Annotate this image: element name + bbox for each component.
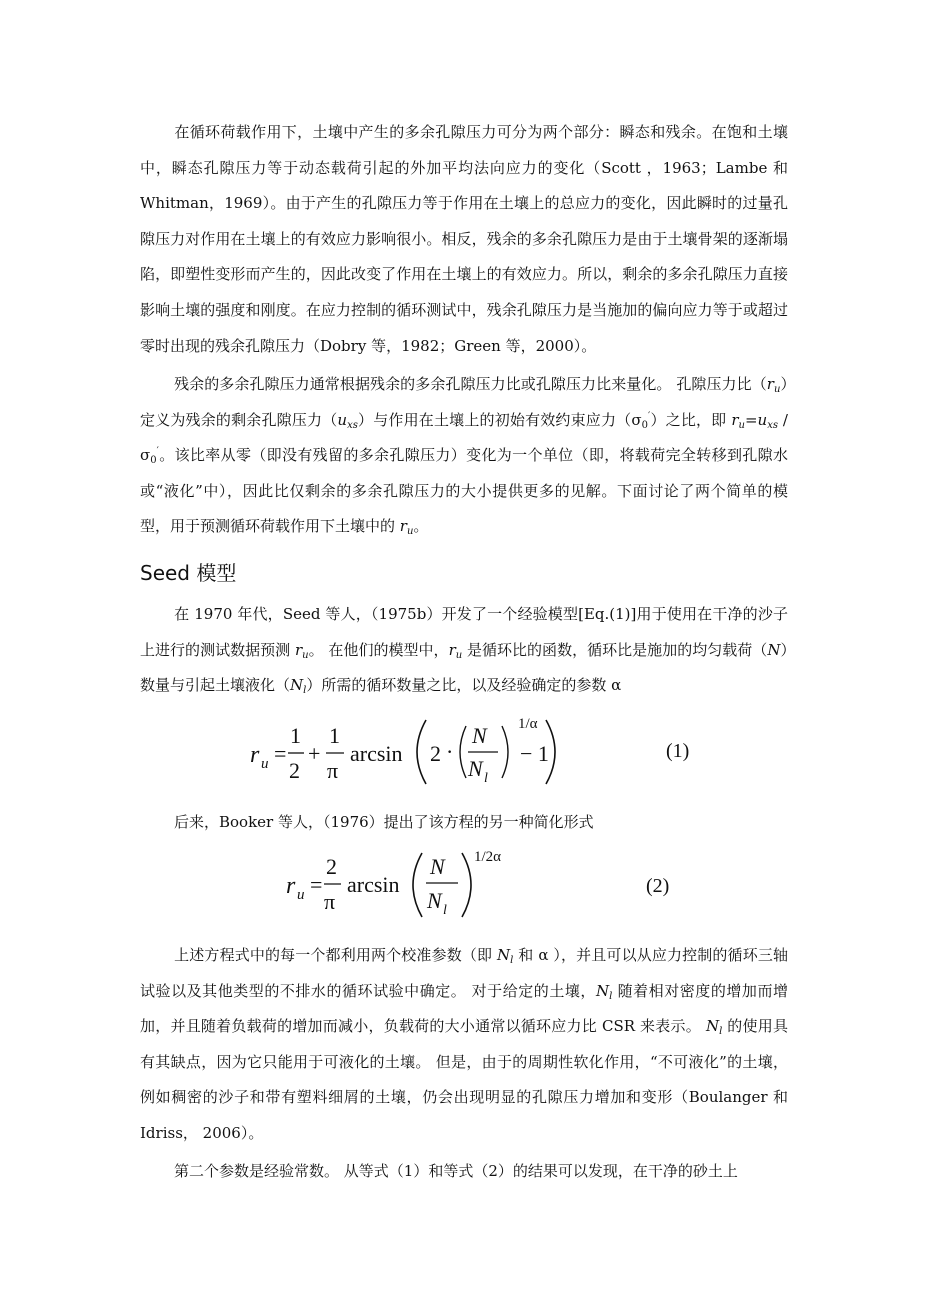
paragraph-empirical-constant — [140, 1154, 788, 1190]
eq1-two: 2 — [430, 741, 441, 766]
eq2-equals: = — [310, 872, 323, 897]
eq1-sub-u: u — [261, 756, 269, 772]
prime-mark: ′ — [647, 410, 651, 422]
text-run: 。 — [413, 517, 429, 536]
eq1-exponent: 1/α — [518, 716, 538, 732]
eq1-equals: = — [274, 741, 287, 766]
symbol-r: r — [766, 375, 774, 393]
text-run: 第二个参数是经验常数。 从等式（1）和等式（2）的结果可以发现，在干净的砂土上 — [174, 1162, 738, 1180]
eq2-sub-l: l — [443, 903, 447, 918]
symbol-u: u — [757, 410, 768, 429]
paragraph-booker — [140, 805, 788, 841]
eq1-frac2-num: 1 — [329, 723, 340, 748]
subscript-xs: xs — [767, 419, 778, 431]
eq2-N: N — [430, 854, 445, 879]
symbol-u: u — [337, 410, 348, 429]
eq1-inner-right-paren — [502, 726, 508, 778]
subscript-0: 0 — [150, 455, 157, 467]
eq1-frac1-den: 2 — [289, 758, 300, 783]
equation-2-number: (2) — [646, 875, 670, 897]
eq1-r: r — [250, 742, 260, 768]
eq2-frac-num: 2 — [326, 854, 337, 879]
paragraph-calibration-parameters — [140, 938, 788, 1152]
eq2-Nl: N — [427, 888, 442, 913]
text-run: 随着相对密度的增加而增加，并且随着负载荷的增加而减小，负载荷的大小通常以循环应力比 CSR 来表示。 — [140, 981, 788, 1036]
text-run: 和 α ），并且可以从应力控制的循环三轴试验以及其他类型的不排水的循环试验中确定。 对于给定的土壤， — [140, 946, 788, 1000]
paragraph-1-text: 在循环荷载作用下，土壤中产生的多余孔隙压力可分为两个部分：瞬态和残余。在饱和土壤中，瞬态孔隙压力等于动态载荷引起的外加平均法向应力的变化（Scott ，1963；Lambe 和 Whitman，1969）。由于产生的孔隙压力等于作用在土壤上的总应力的变化，因此瞬时的过量孔隙压力对作用在土壤上的有效应力影响很小。相反，残余的多余孔隙压力是由于土壤骨架的逐渐塌陷，即塑性变形而产生的，因此改变了作用在土壤上的有效应力。所以，剩余的多余孔隙压力直接影响土壤的强度和刚度。在应力控制的循环测试中，残余孔隙压力是当施加的偏向应力等于或超过零时出现的残余孔隙压力（Dobry 等，1982；Green 等，2000）。 — [140, 123, 788, 355]
slash-sigma: / σ — [140, 410, 788, 465]
eq1-arcsin: arcsin — [350, 741, 403, 766]
text-run: ）定义为残余的剩余孔隙压力（ — [140, 375, 788, 429]
eq2-right-paren — [462, 853, 471, 917]
symbol-r: r — [448, 640, 456, 659]
equation-1-graphic — [140, 712, 788, 792]
subscript-l: l — [609, 990, 613, 1002]
eq1-dot: · — [446, 739, 454, 764]
text-run: 上述方程式中的每一个都利用两个校准参数（即 — [174, 946, 498, 964]
eq1-sub-l: l — [484, 771, 488, 786]
symbol-N: N — [595, 981, 610, 1000]
eq1-N: N — [472, 723, 487, 748]
paragraph-transient-residual — [140, 115, 788, 364]
subscript-l: l — [719, 1026, 723, 1038]
text-run: ）之比，即 — [650, 410, 732, 429]
text-run: 的使用具有其缺点，因为它只能用于可液化的土壤。 但是，由于的周期性软化作用，“不可液化”的土壤，例如稠密的沙子和带有塑料细屑的土壤，仍会出现明显的孔隙压力增加和变形（Boulanger 和 Idriss， 2006）。 — [140, 1017, 788, 1142]
subscript-u: u — [302, 649, 309, 661]
eq1-frac2-den: π — [327, 758, 339, 783]
eq2-r: r — [286, 873, 296, 899]
text-run: ）与作用在土壤上的初始有效约束应力（σ — [357, 410, 642, 429]
subscript-u: u — [406, 526, 414, 538]
symbol-r: r — [294, 640, 303, 659]
paragraph-pore-pressure-ratio — [140, 367, 788, 545]
symbol-r: r — [731, 410, 739, 429]
text-run: 后来，Booker 等人，（1976）提出了该方程的另一种简化形式 — [174, 813, 594, 831]
symbol-N: N — [705, 1017, 720, 1036]
subscript-0: 0 — [641, 419, 648, 431]
eq2-left-paren — [413, 853, 422, 917]
equation-2 — [140, 847, 788, 927]
paragraph-seed-model — [140, 597, 788, 704]
eq2-arcsin: arcsin — [347, 872, 400, 897]
eq1-frac1-num: 1 — [290, 723, 301, 748]
text-run: ）所需的循环数量之比，以及经验确定的参数 α — [306, 676, 622, 695]
subscript-l: l — [510, 955, 514, 966]
text-run: 残余的多余孔隙压力通常根据残余的多余孔隙压力比或孔隙压力比来量化。 孔隙压力比（ — [174, 375, 767, 393]
eq1-Nl: N — [468, 756, 483, 781]
symbol-N: N — [767, 640, 781, 659]
eq1-inner-left-paren — [460, 726, 466, 778]
subscript-u: u — [738, 419, 745, 431]
subscript-u: u — [455, 649, 463, 661]
eq2-exponent: 1/2α — [474, 849, 502, 865]
eq2-sub-u: u — [297, 887, 305, 903]
equation-1 — [140, 712, 788, 792]
eq1-left-paren — [417, 720, 426, 784]
eq2-frac-den: π — [324, 889, 336, 914]
eq1-minus-one: − 1 — [520, 741, 549, 766]
text-run: 。该比率从零（即没有残留的多余孔隙压力）变化为一个单位（即，将载荷完全转移到孔隙水或“液化”中），因此比仅剩余的多余孔隙压力的大小提供更多的见解。下面讨论了两个简单的模型，用于预测循环荷载作用下土壤中的 — [140, 446, 788, 536]
symbol-N: N — [290, 676, 304, 695]
equals-sign: = — [744, 410, 758, 429]
subscript-u: u — [773, 384, 781, 395]
subscript-l: l — [303, 685, 307, 697]
text-run: ）数量与引起土壤液化（ — [140, 640, 788, 695]
symbol-r: r — [399, 517, 407, 536]
text-run: 在 1970 年代，Seed 等人，（1975b）开发了一个经验模型[Eq.(1)]用于使用在干净的沙子上进行的测试数据预测 — [140, 605, 788, 659]
section-heading-seed-model: Seed 模型 — [140, 561, 237, 585]
prime-mark: ′ — [156, 446, 159, 458]
equation-2-graphic — [140, 847, 788, 927]
symbol-N: N — [497, 946, 511, 964]
text-run: 是循环比的函数，循环比是施加的均匀载荷（ — [462, 640, 768, 659]
eq1-plus: + — [308, 741, 321, 766]
subscript-xs: xs — [347, 419, 358, 431]
equation-1-number: (1) — [666, 740, 690, 762]
text-run: 。 在他们的模型中， — [308, 640, 449, 659]
